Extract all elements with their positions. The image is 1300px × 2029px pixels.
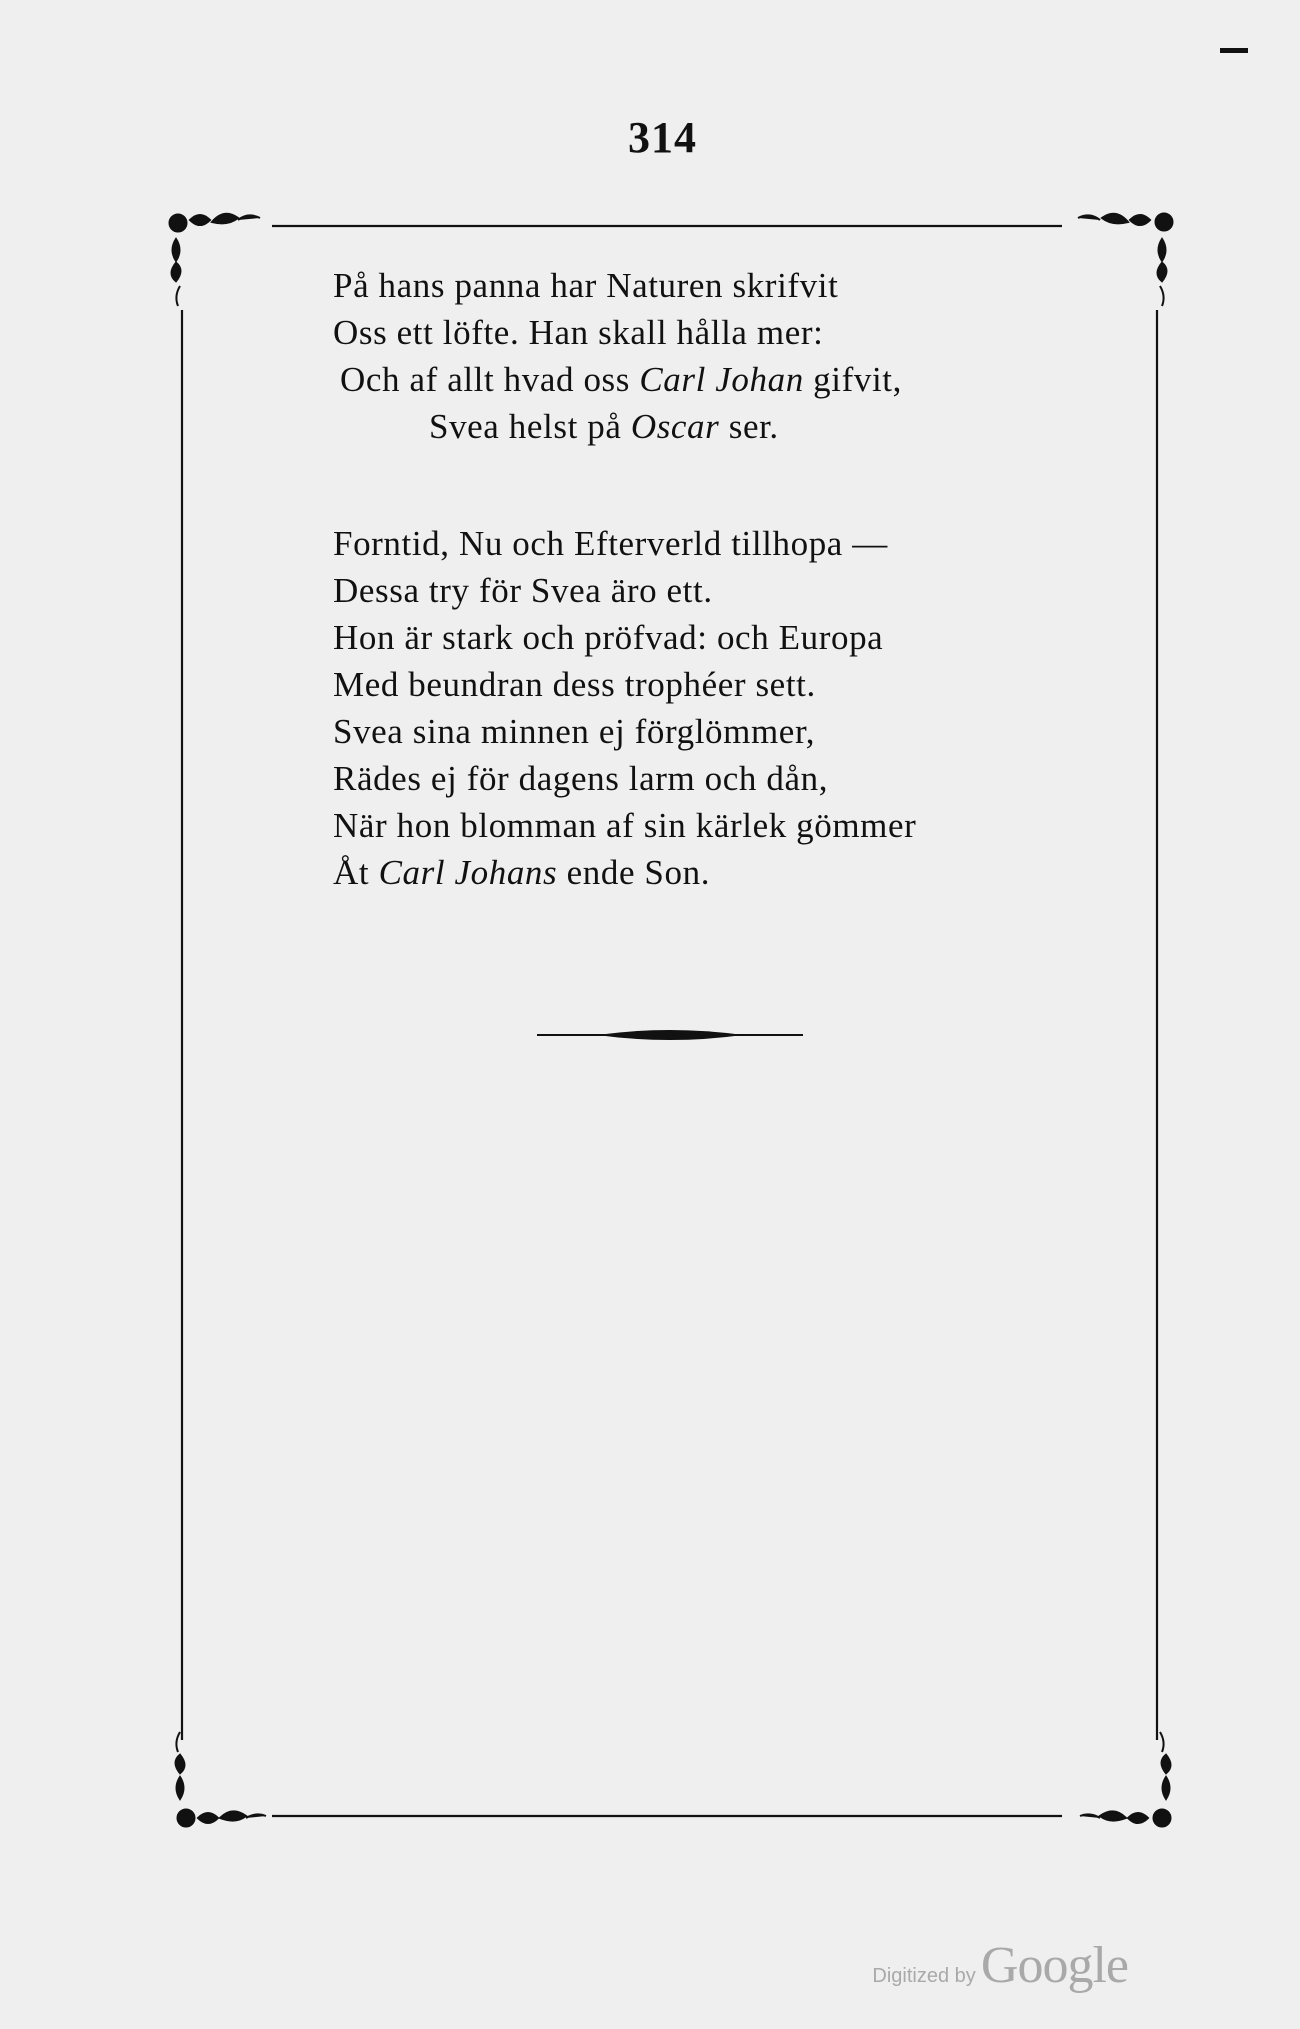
google-logo-text: Google (980, 1937, 1128, 1994)
italic-name: Carl Johan (639, 360, 804, 399)
poem-stanza-2 (333, 520, 916, 896)
italic-name: Carl Johans (378, 853, 558, 892)
poem-stanza-1 (333, 262, 902, 450)
poem-line: När hon blomman af sin kärlek gömmer (333, 806, 917, 845)
poem-line: Svea sina minnen ej förglömmer, (333, 712, 816, 751)
poem-line: Hon är stark och pröfvad: och Europa (333, 618, 884, 657)
poem-line: Dessa try för Svea äro ett. (333, 571, 713, 610)
floral-corner-icon-top-left (169, 214, 260, 306)
poem-line: Svea helst på Oscar ser. (429, 407, 779, 446)
tapered-rule-icon (537, 1024, 803, 1046)
poem-line: Med beundran dess trophéer sett. (333, 665, 816, 704)
italic-name: Oscar (630, 407, 720, 446)
poem-line: På hans panna har Naturen skrifvit (333, 266, 839, 305)
poem-line: Åt Carl Johans ende Son. (333, 853, 711, 892)
floral-corner-icon-bottom-right (1080, 1732, 1171, 1827)
poem-line: Och af allt hvad oss Carl Johan gifvit, (340, 360, 902, 399)
poem-line: Rädes ej för dagens larm och dån, (333, 759, 829, 798)
floral-corner-icon-top-right (1078, 213, 1173, 306)
page-number: 314 (628, 113, 697, 162)
digitized-by-google-watermark (872, 1936, 1128, 1995)
floral-corner-icon-bottom-left (175, 1732, 266, 1827)
digitized-label: Digitized by (872, 1965, 976, 1987)
poem-line: Oss ett löfte. Han skall hålla mer: (333, 313, 824, 352)
poem-line: Forntid, Nu och Efterverld tillhopa — (333, 524, 888, 563)
